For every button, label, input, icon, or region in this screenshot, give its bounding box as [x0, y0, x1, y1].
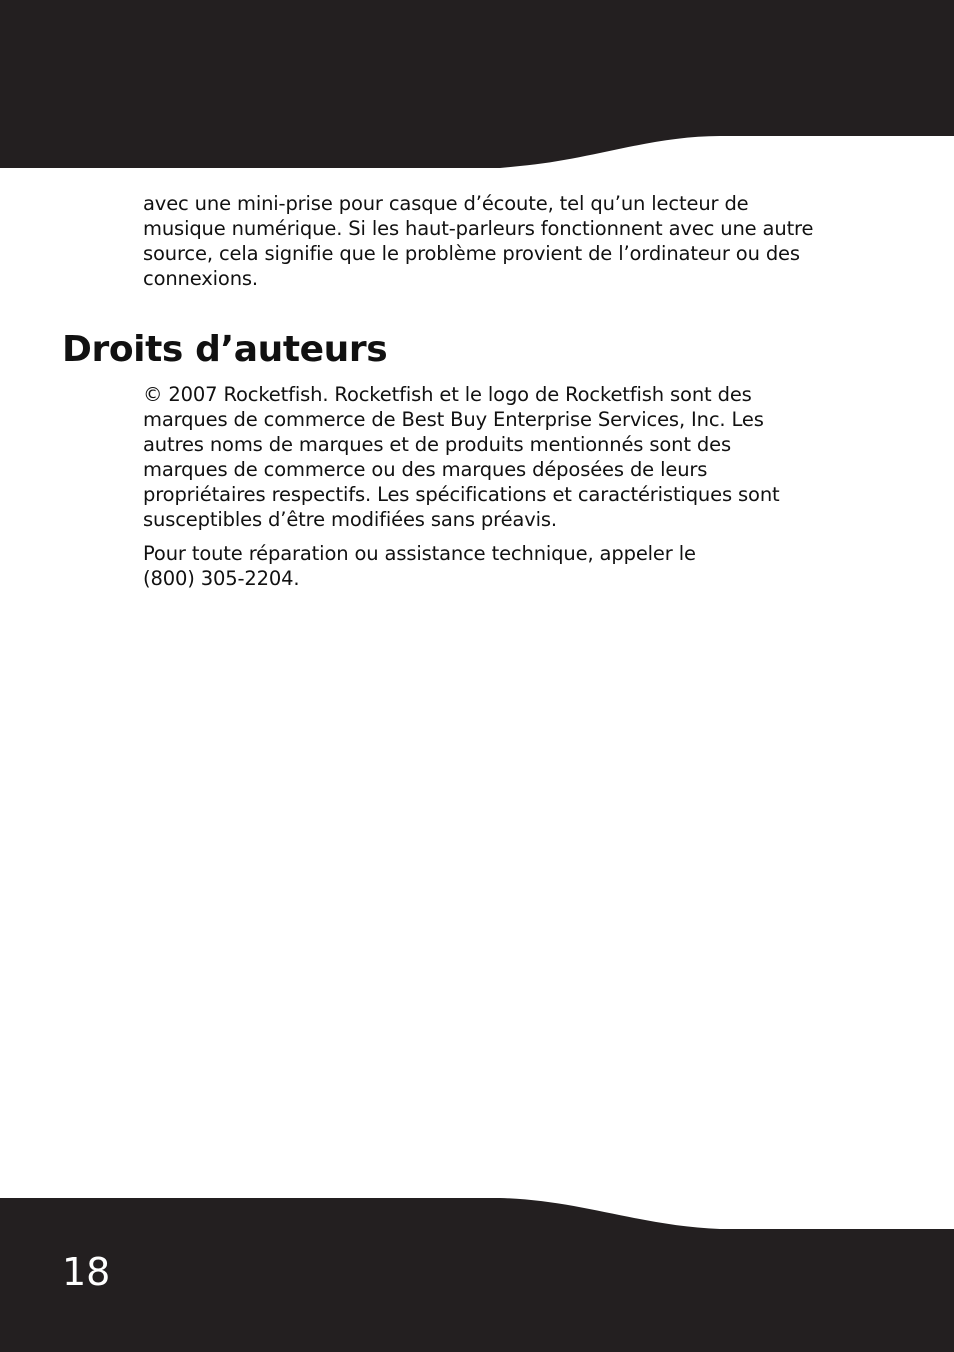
copyright-paragraph [143, 382, 863, 532]
intro-line: avec une mini-prise pour casque d’écoute, tel qu’un lecteur de [143, 192, 749, 215]
copyright-line: marques de commerce ou des marques déposées de leurs [143, 458, 708, 481]
support-line: Pour toute réparation ou assistance technique, appeler le [143, 542, 696, 565]
copyright-line: susceptibles d’être modifiées sans préavis. [143, 508, 557, 531]
section-heading: Droits d’auteurs [62, 329, 388, 370]
footer-band-shape [0, 1198, 954, 1352]
intro-line: musique numérique. Si les haut-parleurs fonctionnent avec une autre [143, 217, 814, 240]
header-band [0, 0, 954, 170]
support-paragraph [143, 541, 863, 591]
copyright-line: autres noms de marques et de produits mentionnés sont des [143, 433, 731, 456]
support-phone: (800) 305-2204. [143, 567, 300, 590]
copyright-line: © 2007 Rocketfish. Rocketfish et le logo de Rocketfish sont des [143, 383, 752, 406]
intro-paragraph [143, 191, 863, 291]
copyright-line: marques de commerce de Best Buy Enterprise Services, Inc. Les [143, 408, 764, 431]
intro-line: connexions. [143, 267, 258, 290]
copyright-line: propriétaires respectifs. Les spécifications et caractéristiques sont [143, 483, 780, 506]
footer-band [0, 1196, 954, 1352]
page-number: 18 [62, 1250, 111, 1294]
intro-line: source, cela signifie que le problème provient de l’ordinateur ou des [143, 242, 800, 265]
header-band-shape [0, 0, 954, 168]
